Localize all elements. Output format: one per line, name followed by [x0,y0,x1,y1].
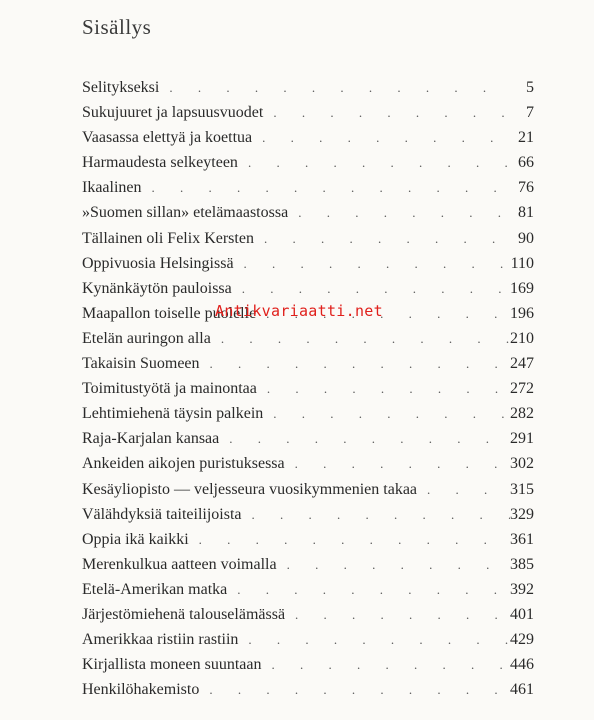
toc-entry-title: Kynänkäytön pauloissa [82,279,232,297]
toc-entry [82,552,534,577]
toc-entry [82,276,534,301]
toc-entry [82,376,534,401]
dot-leader [189,527,510,552]
toc-entry [82,577,534,602]
watermark: Antikvariaatti.net [215,302,383,320]
toc-entry-title: Välähdyksiä taiteilijoista [82,505,242,523]
toc-entry [82,125,534,150]
toc-entry [82,627,534,652]
dot-leader [288,200,510,225]
dot-leader [234,251,510,276]
toc-entry-page: 196 [510,304,534,322]
toc-entry-page: 385 [510,555,534,573]
toc-entry-page: 66 [518,154,534,172]
dot-leader [285,602,510,627]
dot-leader [232,276,510,301]
toc-entry [82,502,534,527]
toc-entry [82,226,534,251]
toc-entry-page: 461 [510,681,534,699]
toc-entry-page: 247 [510,355,534,373]
toc-entry-title: »Suomen sillan» etelämaastossa [82,204,289,222]
toc-entry-title: Maapallon toiselle puolelle [82,304,257,322]
dot-leader [285,451,510,476]
toc-entry-page: 76 [518,179,534,197]
page-title: Sisällys [82,15,152,39]
toc-entry [82,602,534,627]
toc-entry-page: 446 [510,656,534,674]
dot-leader [142,175,510,200]
dot-leader [417,477,510,502]
table-of-contents [82,75,534,702]
dot-leader [211,326,510,351]
toc-entry-title: Toimitustyötä ja mainontaa [82,380,257,398]
toc-entry-page: 361 [510,530,534,548]
toc-entry-title: Kesäyliopisto — veljesseura vuosikymmenien takaa [82,480,418,498]
toc-entry-page: 21 [518,129,534,147]
toc-entry-title: Ankeiden aikojen puristuksessa [82,455,285,473]
toc-entry-title: Kirjallista moneen suuntaan [82,656,262,674]
toc-entry-page: 315 [510,480,534,498]
toc-entry-title: Oppia ikä kaikki [82,530,189,548]
toc-entry [82,326,534,351]
toc-entry-page: 210 [510,329,534,347]
dot-leader [263,100,510,125]
toc-entry-title: Etelän auringon alla [82,329,211,347]
toc-entry [82,451,534,476]
dot-leader [254,226,510,251]
dot-leader [200,351,510,376]
toc-entry-title: Tällainen oli Felix Kersten [82,229,254,247]
toc-entry-title: Järjestömiehenä talouselämässä [82,605,286,623]
dot-leader [159,75,510,100]
toc-entry-title: Amerikkaa ristiin rastiin [82,631,239,649]
toc-entry-title: Ikaalinen [82,179,142,197]
toc-entry [82,401,534,426]
dot-leader [277,552,510,577]
toc-entry-page: 282 [510,405,534,423]
dot-leader [199,677,510,702]
toc-entry-page: 169 [510,279,534,297]
toc-entry-title: Etelä-Amerikan matka [82,580,228,598]
toc-entry-title: Merenkulkua aatteen voimalla [82,555,277,573]
dot-leader [238,627,510,652]
dot-leader [227,577,510,602]
toc-entry-page: 90 [518,229,534,247]
toc-entry-title: Sukujuuret ja lapsuusvuodet [82,104,264,122]
toc-entry-title: Oppivuosia Helsingissä [82,254,234,272]
dot-leader [219,426,510,451]
toc-entry-title: Lehtimiehenä täysin palkein [82,405,264,423]
toc-entry [82,251,534,276]
dot-leader [263,401,510,426]
toc-entry-page: 81 [518,204,534,222]
toc-entry-page: 7 [526,104,534,122]
toc-entry [82,527,534,552]
toc-entry [82,477,534,502]
dot-leader [262,652,510,677]
toc-entry [82,677,534,702]
toc-entry [82,150,534,175]
toc-entry-title: Takaisin Suomeen [82,355,200,373]
toc-entry [82,200,534,225]
toc-entry-page: 302 [510,455,534,473]
toc-entry-title: Harmaudesta selkeyteen [82,154,238,172]
toc-entry-title: Vaasassa elettyä ja koettua [82,129,253,147]
toc-entry [82,75,534,100]
toc-entry-page: 329 [510,505,534,523]
toc-entry [82,351,534,376]
toc-entry-title: Henkilöhakemisto [82,681,200,699]
toc-entry [82,426,534,451]
toc-entry-page: 110 [510,254,534,272]
toc-entry-page: 392 [510,580,534,598]
toc-entry-page: 429 [510,631,534,649]
toc-entry-page: 401 [510,605,534,623]
dot-leader [238,150,510,175]
toc-entry [82,652,534,677]
toc-entry-page: 272 [510,380,534,398]
toc-entry [82,175,534,200]
dot-leader [252,125,510,150]
toc-entry-title: Selitykseksi [82,79,160,96]
dot-leader [257,376,510,401]
toc-entry [82,100,534,125]
toc-entry-page: 5 [526,79,534,96]
toc-entry-page: 291 [510,430,534,448]
dot-leader [242,502,510,527]
toc-entry-title: Raja-Karjalan kansaa [82,430,220,448]
